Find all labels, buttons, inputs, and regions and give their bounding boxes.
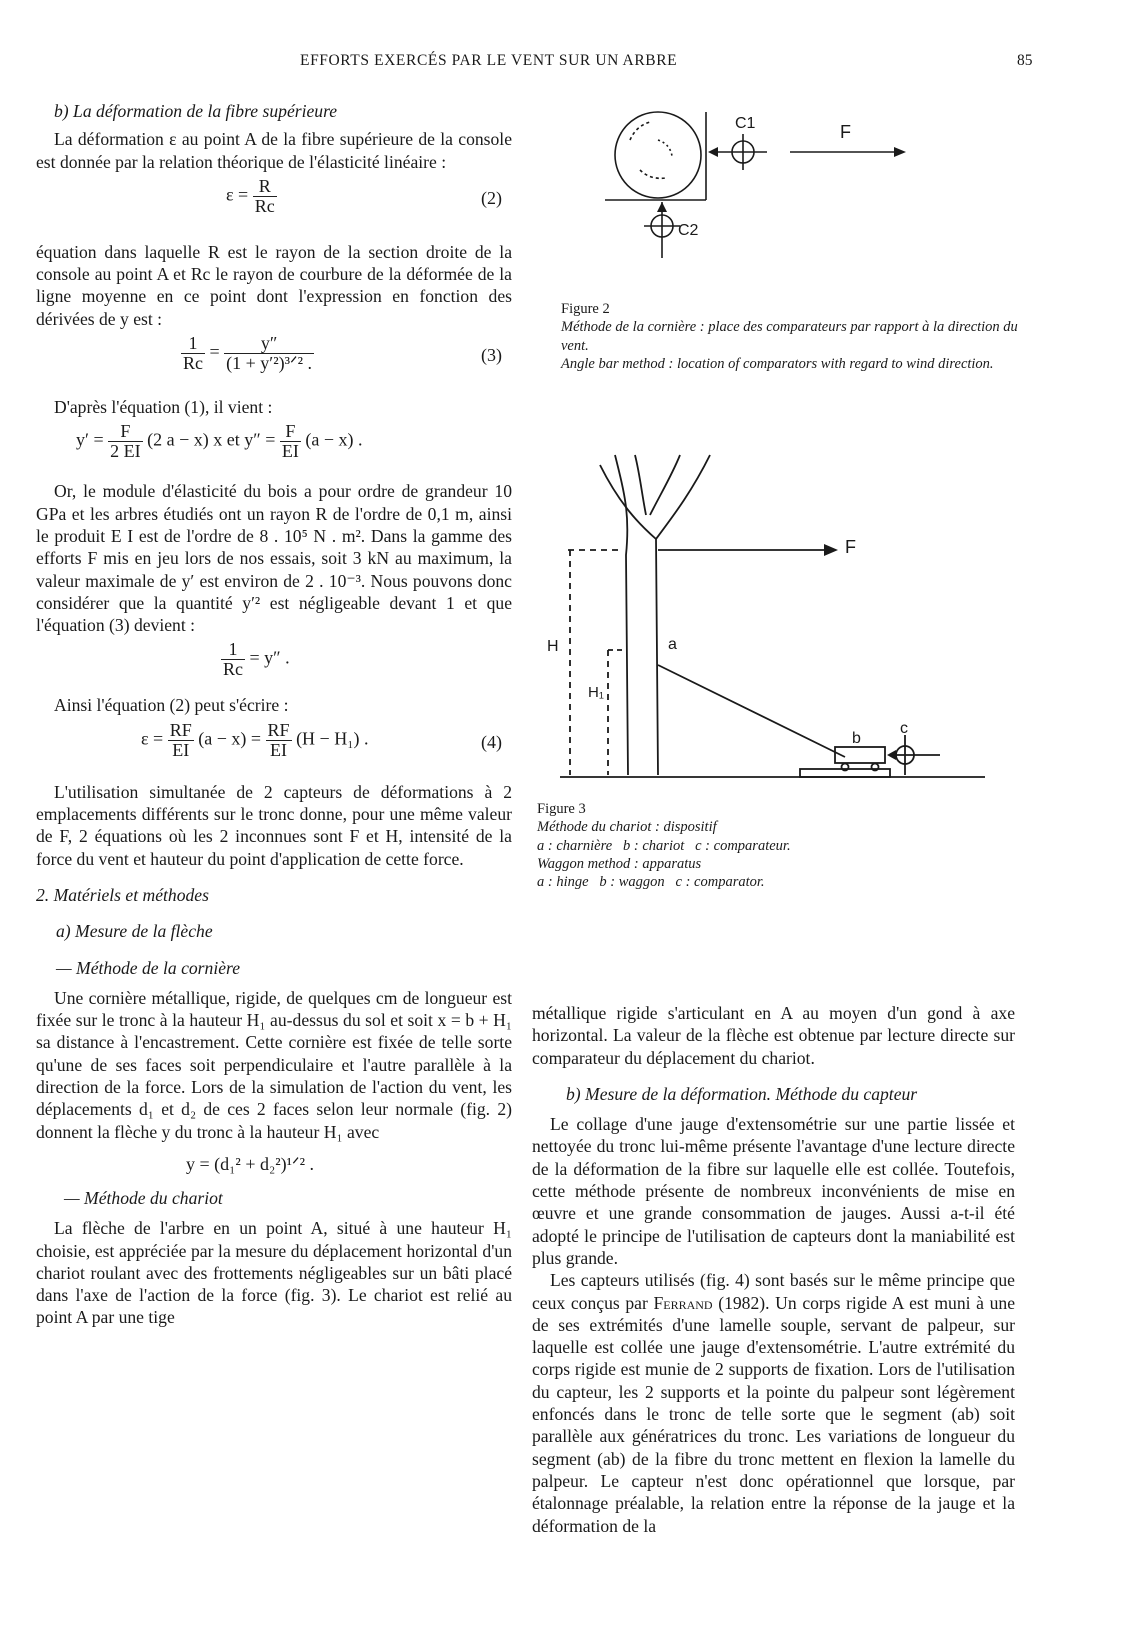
heading-section-2: 2. Matériels et méthodes xyxy=(36,884,209,905)
equation-4: ε = $\frac{RF}{EI}$ (a − x) = $\frac{RF}{EI}$ (H − H₁) . (4) xyxy=(141,719,502,760)
paragraph: La déformation ε au point A de la fibre supérieure de la console est donnée par la relation théorique de l'élasticité linéaire : xyxy=(36,129,512,172)
figure-3-caption xyxy=(537,800,1017,891)
tree-trunk xyxy=(615,455,628,775)
caption-en-2: a : hinge b : waggon c : comparator. xyxy=(537,874,765,891)
heading-corniere: — Méthode de la cornière xyxy=(56,957,241,978)
label-f: F xyxy=(845,537,856,557)
equation-simplified: $\frac{1}{Rc}$ = y″ . xyxy=(223,639,290,680)
paragraph: Une cornière métallique, rigide, de quelques cm de longueur est fixée sur le tronc à la hauteur H₁ au-dessus du sol et soit x = b + H₁ sa distance à l'encastrement. Cette cornière est fixée de telle sorte qu'une de ses faces soit perpendiculaire et l'autre parallèle à la direction de la force. Lors de la simulation de l'action du vent, les déplacements d₁ et d₂ de ces 2 faces selon leur normale (fig. 2) donnent la flèche y du tronc à la hauteur H₁ avec xyxy=(36,987,512,1142)
paragraph: Les capteurs utilisés (fig. 4) sont basés sur le même principe que ceux conçus par Ferrand (1982). Un corps rigide A est muni à une de ses extrémités d'une lamelle souple, servant de palpeur, sur laquelle est collée une jauge d'extensométrie. L'autre extrémité du corps rigide est munie de 2 supports de fixation. Lors de l'utilisation du capteur, les 2 supports et la pointe du palpeur sont légèrement enfoncés dans le tronc de telle sorte que le segment (ab) soit parallèle aux génératrices du tronc. Les variations de longueur du segment (ab) de la fibre du tronc mettent en flexion la lamelle du palpeur. Le capteur n'est donc opérationnel que lorsque, par étalonnage préalable, la relation entre la réponse de la jauge et la déformation de la xyxy=(532,1270,1015,1536)
caption-fr-2: a : charnière b : chariot c : comparateur. xyxy=(537,837,791,854)
label-c2: C2 xyxy=(678,222,699,239)
equation-derivatives: y′ = $\frac{F}{2 EI}$ (2 a − x) x et y″ = $\frac{F}{EI}$ (a − x) . xyxy=(76,421,363,462)
caption-fr-1: Méthode du chariot : dispositif xyxy=(537,819,717,836)
connecting-rod xyxy=(658,665,845,757)
left-column xyxy=(36,100,512,1329)
running-title: EFFORTS EXERCÉS PAR LE VENT SUR UN ARBRE xyxy=(300,52,678,69)
page-number: 85 xyxy=(1017,52,1033,69)
figure-2-caption xyxy=(561,300,1031,373)
label-h1: H₁ xyxy=(588,684,604,701)
label-c1: C1 xyxy=(735,115,756,132)
caption-fr: Méthode de la cornière : place des comparateurs par rapport à la direction du vent. xyxy=(561,319,1018,354)
paragraph: Le collage d'une jauge d'extensométrie sur une partie lissée et nettoyée du tronc lui-même présente l'avantage d'une lecture directe de la déformation de la fibre sur laquelle elle est collée. Toutefois, cette méthode présente de nombreux inconvénients de mise en œuvre et une grande consommation de jauges. Aussi a-t-il été adopté le principe de l'utilisation de capteurs dont la maniabilité est plus grande. xyxy=(532,1114,1015,1268)
trunk-section xyxy=(615,112,701,198)
paragraph: D'après l'équation (1), il vient : xyxy=(54,397,273,418)
heading-a-fleche: a) Mesure de la flèche xyxy=(56,921,213,942)
paragraph: équation dans laquelle R est le rayon de la section droite de la console au point A et Rc le rayon de courbure de la déformée de la ligne moyenne en ce point dont l'expression en fonction des dérivées de y est : xyxy=(36,241,512,329)
heading-b-deformation: b) La déformation de la fibre supérieure xyxy=(54,101,338,121)
author-name: Ferrand xyxy=(653,1292,713,1313)
label-f: F xyxy=(840,122,851,142)
equation-number: (4) xyxy=(481,731,502,752)
heading-chariot: — Méthode du chariot xyxy=(64,1187,223,1208)
running-header xyxy=(0,52,1132,76)
paragraph: Ainsi l'équation (2) peut s'écrire : xyxy=(54,695,289,716)
paragraph: Or, le module d'élasticité du bois a pour ordre de grandeur 10 GPa et les arbres étudiés ont un rayon R de l'ordre de 0,1 m, ainsi le produit E I est de l'ordre de 8 . 10⁵ N . m². Dans la gamme des efforts F mis en jeu lors de nos essais, soit 3 kN au maximum, la valeur maximale de y′ est environ de 2 . 10⁻³. Nous pouvons donc considérer que la quantité y′² est négligeable devant 1 et que l'équation (3) devient : xyxy=(36,481,512,636)
equation-3: $\frac{1}{Rc}$ = $\frac{y''}{\text{(1 + y′²)³ᐟ² .}}$ (3) xyxy=(183,333,502,373)
equation-2: ε = $\frac{R}{Rc}$ (2) xyxy=(226,175,502,216)
figure-3-title: Figure 3 xyxy=(537,801,586,817)
paragraph: métallique rigide s'articulant en A au moyen d'un gond à axe horizontal. La valeur de la flèche est obtenue par lecture directe sur comparateur du déplacement du chariot. xyxy=(532,1003,1015,1068)
equation-y: y = (d₁² + d₂²)¹ᐟ² . xyxy=(186,1153,315,1174)
figure-2-title: Figure 2 xyxy=(561,301,610,317)
figure-3-diagram xyxy=(547,455,1035,825)
label-h: H xyxy=(547,638,559,655)
paragraph: La flèche de l'arbre en un point A, situé à une hauteur H₁ choisie, est appréciée par la mesure du déplacement horizontal d'un chariot roulant avec des frottements négligeables sur un bâti placé dans l'axe de l'action de la force (fig. 3). Le chariot est relié au point A par une tige xyxy=(36,1218,512,1328)
equation-number: (3) xyxy=(481,345,502,366)
heading-b-capteur: b) Mesure de la déformation. Méthode du capteur xyxy=(566,1083,918,1104)
caption-en: Angle bar method : location of comparators with regard to wind direction. xyxy=(561,355,994,372)
caption-en-1: Waggon method : apparatus xyxy=(537,855,702,872)
label-a: a xyxy=(668,636,677,653)
figure-2-diagram xyxy=(600,100,920,265)
label-b: b xyxy=(852,730,861,747)
paragraph: L'utilisation simultanée de 2 capteurs de déformations à 2 emplacements différents sur le tronc donne, pour une même valeur de F, 2 équations où les 2 inconnues sont F et H, intensité de la force du vent et hauteur du point d'application de cette force. xyxy=(36,781,512,869)
right-column xyxy=(532,1002,1015,1537)
label-c: c xyxy=(900,720,908,737)
equation-number: (2) xyxy=(481,187,502,208)
